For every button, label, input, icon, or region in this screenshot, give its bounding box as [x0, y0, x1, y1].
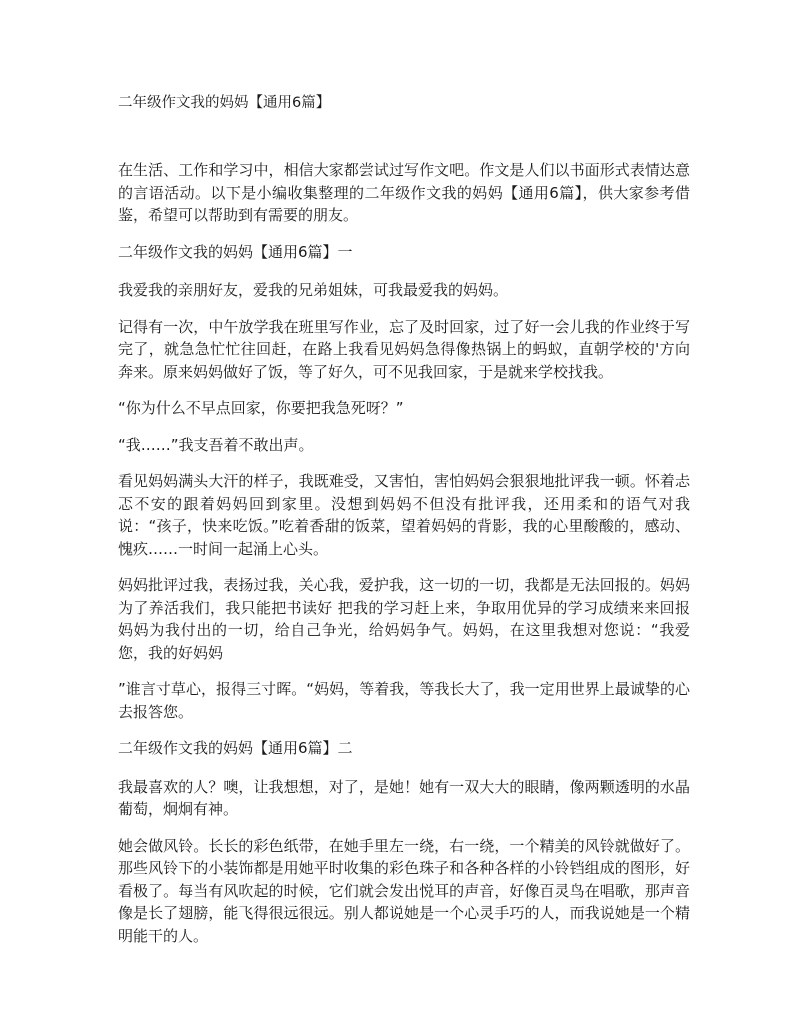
paragraph: 记得有一次，中午放学我在班里写作业，忘了及时回家，过了好一会儿我的作业终于写完了，就急急忙忙往回赶，在路上我看见妈妈急得像热锅上的蚂蚁，直朝学校的'方向奔来。原来妈妈做好了饭，等了好久，可不见我回家，于是就来学校找我。: [118, 317, 690, 381]
paragraph: 妈妈批评过我，表扬过我，关心我，爱护我，这一切的一切，我都是无法回报的。妈妈为了养活我们，我只能把书读好 把我的学习赶上来，争取用优异的学习成绩来来回报妈妈为我付出的一切，给自己争光，给妈妈争气。妈妈，在这里我想对您说：“我爱您，我的好妈妈: [118, 576, 690, 662]
paragraph: 看见妈妈满头大汗的样子，我既难受，又害怕，害怕妈妈会狠狠地批评我一顿。怀着忐忑不安的跟着妈妈回到家里。没想到妈妈不但没有批评我，还用柔和的语气对我说：“孩子，快来吃饭。”吃着香甜的饭菜，望着妈妈的背影，我的心里酸酸的，感动、愧疚……一时间一起涌上心头。: [118, 472, 690, 558]
paragraph: “你为什么不早点回家，你要把我急死呀？”: [118, 399, 404, 417]
document-body: [118, 159, 690, 961]
section-heading-2: 二年级作文我的妈妈【通用6篇】二: [118, 739, 353, 757]
document-title: 二年级作文我的妈妈【通用6篇】: [118, 95, 331, 111]
intro-paragraph: 在生活、工作和学习中，相信大家都尝试过写作文吧。作文是人们以书面形式表情达意的言语活动。以下是小编收集整理的二年级作文我的妈妈【通用6篇】，供大家参考借鉴，希望可以帮助到有需要的朋友。: [118, 161, 690, 224]
paragraph: 我爱我的亲朋好友，爱我的兄弟姐妹，可我最爱我的妈妈。: [118, 281, 509, 299]
paragraph: “我……”我支吾着不敢出声。: [118, 435, 314, 454]
paragraph: 我最喜欢的人？噢，让我想想，对了，是她！她有一双大大的眼睛，像两颗透明的水晶葡萄，炯炯有神。: [118, 777, 690, 818]
paragraph: 她会做风铃。长长的彩色纸带，在她手里左一绕，右一绕，一个精美的风铃就做好了。那些风铃下的小装饰都是用她平时收集的彩色珠子和各种各样的小铃铛组成的图形，好看极了。每当有风吹起的时候，它们就会发出悦耳的声音，好像百灵鸟在唱歌，那声音像是长了翅膀，能飞得很远很远。别人都说她是一个心灵手巧的人，而我说她是一个精明能干的人。: [118, 836, 690, 945]
section-heading-1: 二年级作文我的妈妈【通用6篇】一: [118, 242, 353, 261]
paragraph: ”谁言寸草心，报得三寸晖。“妈妈，等着我，等我长大了，我一定用世界上最诚挚的心去报答您。: [118, 680, 690, 721]
